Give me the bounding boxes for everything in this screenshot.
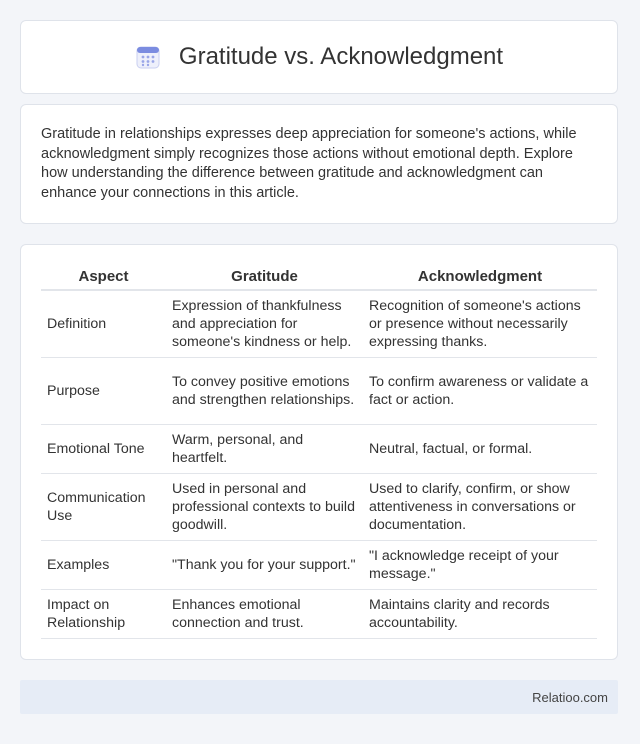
gratitude-cell: Expression of thankfulness and appreciation for someone's kindness or help.	[166, 290, 363, 358]
acknowledgment-cell: Maintains clarity and records accountability.	[363, 590, 597, 639]
aspect-cell: Emotional Tone	[41, 425, 166, 474]
aspect-cell: Impact on Relationship	[41, 590, 166, 639]
gratitude-cell: "Thank you for your support."	[166, 541, 363, 590]
acknowledgment-cell: Used to clarify, confirm, or show attentiveness in conversations or documentation.	[363, 474, 597, 541]
acknowledgment-cell: Recognition of someone's actions or presence without necessarily expressing thanks.	[363, 290, 597, 358]
intro-text: Gratitude in relationships expresses deep appreciation for someone's actions, while acknowledgment simply recognizes those actions without emotional depth. Explore how understanding the difference between gratitude and acknowledgment can enhance your connections in this article.	[41, 126, 577, 201]
table-row	[41, 474, 597, 541]
intro-card	[20, 104, 618, 224]
gratitude-cell: To convey positive emotions and strengthen relationships.	[166, 358, 363, 425]
aspect-cell: Examples	[41, 541, 166, 590]
header-gratitude: Gratitude	[166, 263, 363, 290]
aspect-cell: Communication Use	[41, 474, 166, 541]
comparison-table	[41, 263, 597, 639]
gratitude-cell: Used in personal and professional contexts to build goodwill.	[166, 474, 363, 541]
aspect-cell: Definition	[41, 290, 166, 358]
acknowledgment-cell: "I acknowledge receipt of your message."	[363, 541, 597, 590]
calendar-icon	[135, 44, 161, 70]
header-acknowledgment: Acknowledgment	[363, 263, 597, 290]
acknowledgment-cell: To confirm awareness or validate a fact or action.	[363, 358, 597, 425]
acknowledgment-cell: Neutral, factual, or formal.	[363, 425, 597, 474]
table-row	[41, 358, 597, 425]
comparison-card	[20, 244, 618, 660]
aspect-cell: Purpose	[41, 358, 166, 425]
table-header-row	[41, 263, 597, 290]
footer-brand[interactable]: Relatioo.com	[532, 689, 608, 705]
table-row	[41, 541, 597, 590]
gratitude-cell: Warm, personal, and heartfelt.	[166, 425, 363, 474]
header-aspect: Aspect	[41, 263, 166, 290]
gratitude-cell: Enhances emotional connection and trust.	[166, 590, 363, 639]
page-title: Gratitude vs. Acknowledgment	[178, 43, 504, 70]
footer	[20, 680, 618, 714]
table-row	[41, 425, 597, 474]
table-row	[41, 290, 597, 358]
table-row	[41, 590, 597, 639]
title-card	[20, 20, 618, 94]
